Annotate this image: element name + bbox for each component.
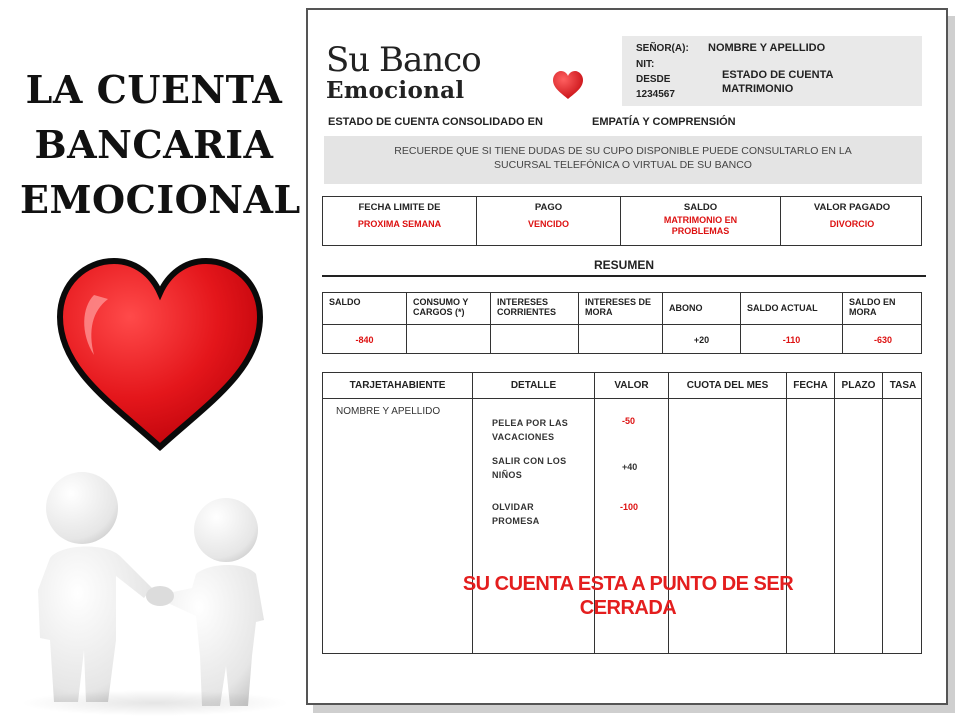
logo-emocional: Emocional <box>326 77 465 104</box>
detail-item-text <box>492 454 602 482</box>
detail-item-value: -100 <box>620 502 639 512</box>
summary-header: INTERESES DE MORA <box>585 297 652 317</box>
warning-line-2: CERRADA <box>579 597 677 619</box>
summary-cell <box>491 293 579 353</box>
payment-cell <box>323 197 477 245</box>
detail-item-line: VACACIONES <box>492 432 555 442</box>
summary-cell <box>843 293 923 353</box>
summary-row-divider <box>322 324 922 325</box>
summary-value: +20 <box>693 335 710 345</box>
payment-header: SALDO <box>683 202 718 213</box>
summary-header: SALDO <box>329 297 361 307</box>
senor-value: NOMBRE Y APELLIDO <box>708 42 826 54</box>
summary-header: SALDO EN MORA <box>849 297 896 317</box>
payment-table <box>322 196 922 246</box>
nit-label: NIT: <box>636 59 655 70</box>
detail-header: TASA <box>889 380 917 391</box>
summary-cell <box>407 293 491 353</box>
cardholder-name: NOMBRE Y APELLIDO <box>336 406 441 417</box>
detail-header: PLAZO <box>841 380 876 391</box>
detail-header: DETALLE <box>510 380 557 391</box>
left-title <box>20 62 301 227</box>
notice-line-2: SUCURSAL TELEFÓNICA O VIRTUAL DE SU BANCO <box>494 159 752 171</box>
payment-value: DIVORCIO <box>829 219 875 229</box>
summary-value: -840 <box>355 335 374 345</box>
notice-line-1: RECUERDE QUE SI TIENE DUDAS DE SU CUPO DISPONIBLE PUEDE CONSULTARLO EN LA <box>394 145 852 157</box>
detail-item-line: PROMESA <box>492 516 540 526</box>
detail-header: CUOTA DEL MES <box>686 380 769 391</box>
summary-divider <box>322 275 926 277</box>
payment-cell <box>477 197 621 245</box>
bank-statement-document <box>306 8 948 705</box>
payment-value: VENCIDO <box>527 219 569 229</box>
summary-cell <box>323 293 407 353</box>
summary-title: RESUMEN <box>593 258 654 272</box>
left-title-line-3: EMOCIONAL <box>20 177 301 222</box>
left-title-line-1: LA CUENTA <box>25 67 283 112</box>
consolidated-line <box>328 116 736 128</box>
detail-header-divider <box>322 398 922 399</box>
detail-header: TARJETAHABIENTE <box>349 380 446 391</box>
account-closing-warning <box>408 572 848 620</box>
notice-box <box>324 136 922 184</box>
warning-line-1: SU CUENTA ESTA A PUNTO DE SER <box>462 573 794 595</box>
detail-item-value: +40 <box>622 462 638 472</box>
payment-cell <box>621 197 781 245</box>
summary-header: SALDO ACTUAL <box>747 303 818 313</box>
customer-info-box <box>622 36 922 106</box>
detail-item-value: -50 <box>622 416 636 426</box>
estado-value: MATRIMONIO <box>722 83 794 95</box>
senor-label: SEÑOR(A): <box>636 43 689 54</box>
payment-header: VALOR PAGADO <box>813 202 891 213</box>
summary-cell <box>663 293 741 353</box>
detail-item-line: SALIR CON LOS <box>492 456 567 466</box>
detail-item-line: OLVIDAR <box>492 502 534 512</box>
payment-header: FECHA LIMITE DE <box>358 202 441 213</box>
detail-item-line: PELEA POR LAS <box>492 418 569 428</box>
summary-table <box>322 292 922 354</box>
big-heart-icon <box>54 255 266 455</box>
payment-header: PAGO <box>534 202 563 213</box>
desde-label: DESDE <box>636 74 671 85</box>
summary-header: CONSUMO Y CARGOS (*) <box>413 297 469 317</box>
estado-label: ESTADO DE CUENTA <box>722 69 834 81</box>
small-heart-icon <box>552 70 584 100</box>
detail-item-text <box>492 500 602 528</box>
right-figure <box>164 498 264 706</box>
summary-header: ABONO <box>669 303 703 313</box>
handshake-figures-illustration <box>20 470 300 715</box>
summary-cell <box>579 293 663 353</box>
detail-column <box>883 373 923 653</box>
summary-header: INTERESES CORRIENTES <box>497 297 557 317</box>
detail-header: FECHA <box>793 380 828 391</box>
payment-value: PROXIMA SEMANA <box>357 219 442 229</box>
consolidated-value: EMPATÍA Y COMPRENSIÓN <box>592 116 736 128</box>
detail-item-text <box>492 416 602 444</box>
payment-cell <box>781 197 923 245</box>
payment-value: MATRIMONIO EN PROBLEMAS <box>663 215 738 236</box>
summary-value: -630 <box>873 335 892 345</box>
desde-value: 1234567 <box>636 89 675 100</box>
logo-su-banco: Su Banco <box>326 40 481 80</box>
summary-value: -110 <box>782 335 801 345</box>
floor-shadow <box>20 690 290 716</box>
consolidated-label: ESTADO DE CUENTA CONSOLIDADO EN <box>328 116 543 128</box>
left-figure <box>38 472 152 702</box>
detail-item-line: NIÑOS <box>492 470 523 480</box>
left-title-line-2: BANCARIA <box>34 122 274 167</box>
summary-cell <box>741 293 843 353</box>
detail-header: VALOR <box>614 380 649 391</box>
